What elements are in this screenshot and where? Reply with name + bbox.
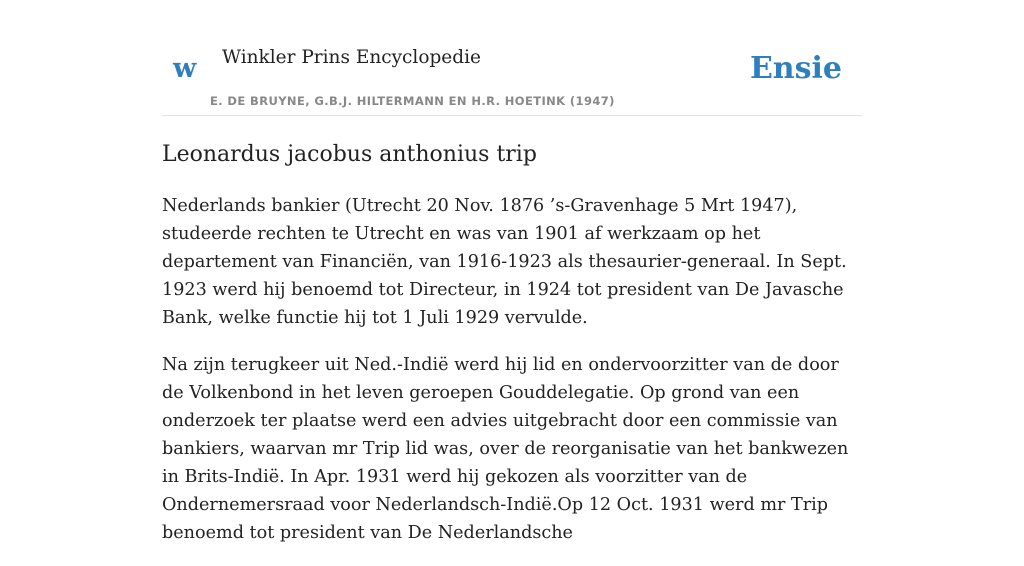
ensie-logo-link[interactable]: Ensie xyxy=(749,51,842,86)
source-authors: E. DE BRUYNE, G.B.J. HILTERMANN EN H.R. HOETINK (1947) xyxy=(210,94,615,108)
source-header xyxy=(162,0,862,116)
article-body xyxy=(162,192,862,566)
page xyxy=(162,0,862,543)
winkler-prins-logo[interactable]: w xyxy=(173,53,197,84)
source-title-link[interactable]: Winkler Prins Encyclopedie xyxy=(222,47,481,68)
article-paragraph-1: Nederlands bankier (Utrecht 20 Nov. 1876 ’s-Gravenhage 5 Mrt 1947), studeerde rechten te Utrecht en was van 1901 af werkzaam op het departement van Financiën, van 1916-1923 als thesaurier-generaal. In Sept. 1923 werd hij benoemd tot Directeur, in 1924 tot president van De Javasche Bank, welke functie hij tot 1 Juli 1929 vervulde. xyxy=(162,196,847,328)
article-title: Leonardus jacobus anthonius trip xyxy=(162,142,537,167)
article-paragraph-2: Na zijn terugkeer uit Ned.-Indië werd hij lid en ondervoorzitter van de door de Volkenbond in het leven geroepen Gouddelegatie. Op grond van een onderzoek ter plaatse werd een advies uitgebracht door een commissie van bankiers, waarvan mr Trip lid was, over de reorganisatie van het bankwezen in Brits-Indië. In Apr. 1931 werd hij gekozen als voorzitter van de Ondernemersraad voor Nederlandsch-Indië.Op 12 Oct. 1931 werd mr Trip benoemd tot president van De Nederlandsche xyxy=(162,355,849,543)
